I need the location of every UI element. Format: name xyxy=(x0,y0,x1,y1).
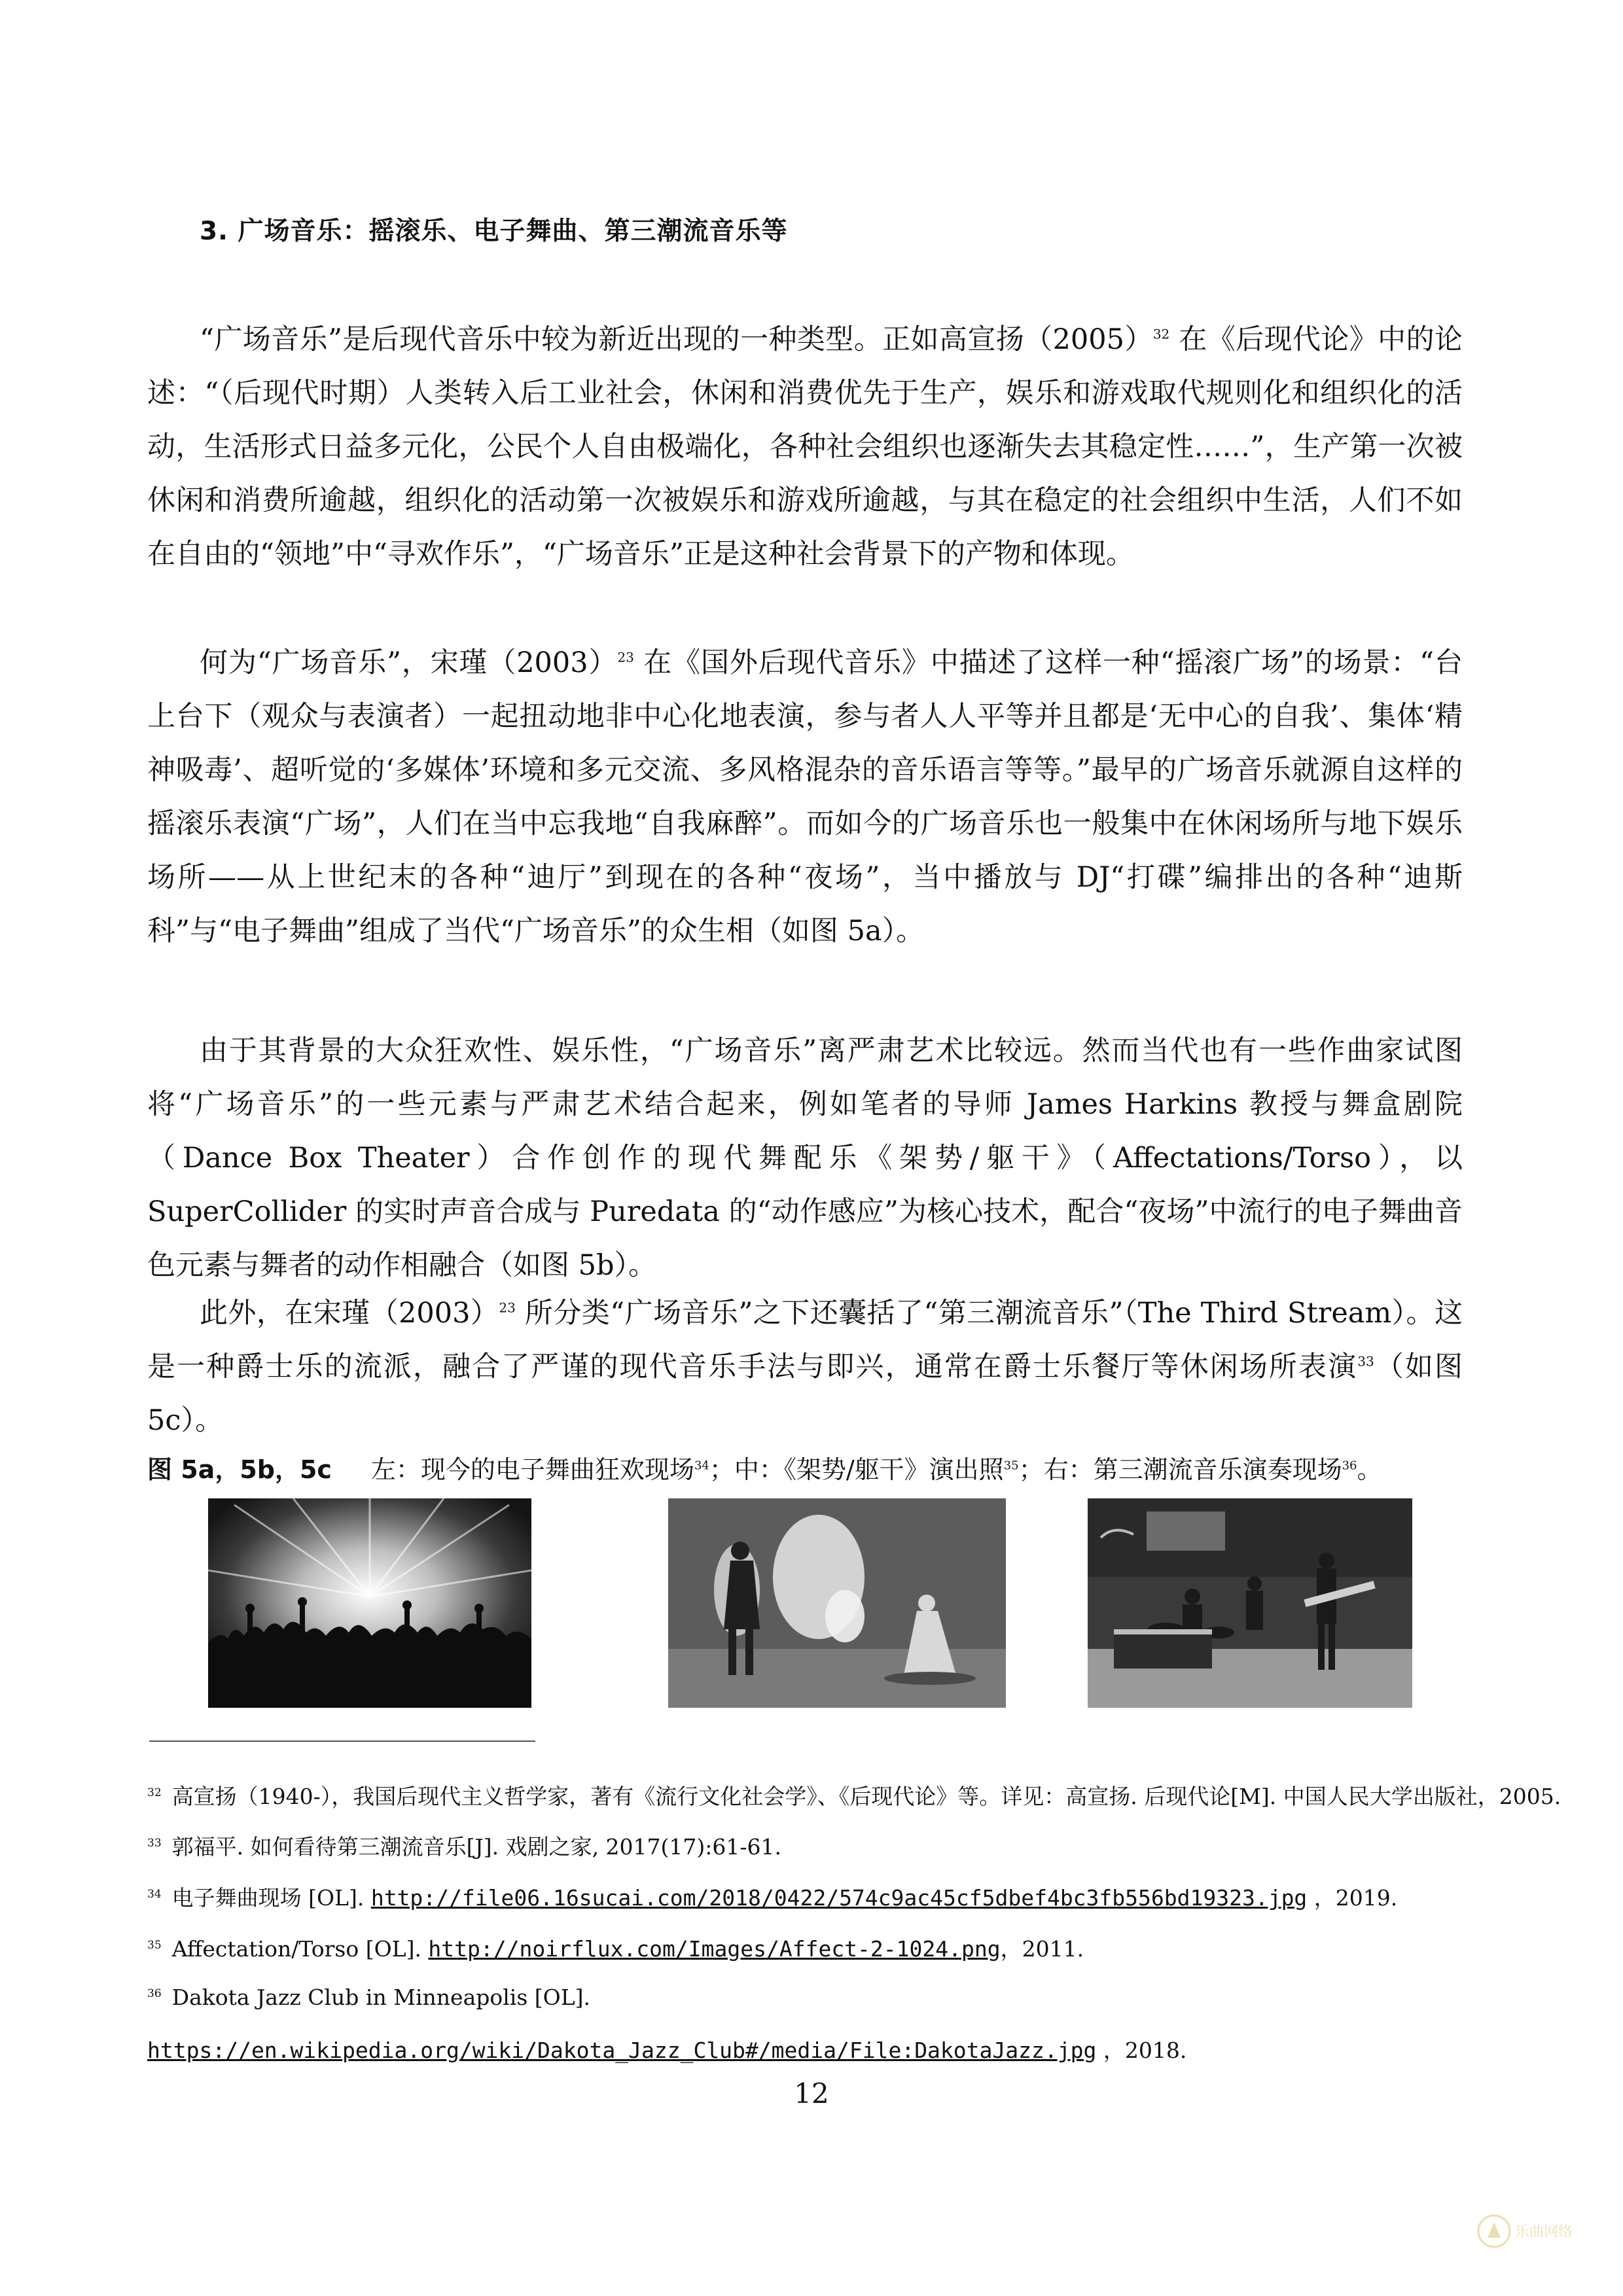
paragraph-4-text-a: 此外，在宋瑾（2003） xyxy=(200,1297,499,1330)
footnote-number: 32 xyxy=(147,1786,162,1799)
paragraph-3: 由于其背景的大众狂欢性、娱乐性，“广场音乐”离严肃艺术比较远。然而当代也有一些作曲家试图将“广场音乐”的一些元素与严肃艺术结合起来，例如笔者的导师 James Harkins 教授与舞盒剧院（Dance Box Theater）合作创作的现代舞配乐《架势/躯干》（Affectations/Torso），以 SuperCollider 的实时声音合成与 Puredata 的“动作感应”为核心技术，配合“夜场”中流行的电子舞曲音色元素与舞者的动作相融合（如图 5b）。 xyxy=(147,1034,1463,1282)
footnote-link[interactable]: https://en.wikipedia.org/wiki/Dakota_Jazz_Club#/media/File:DakotaJazz.jpg xyxy=(147,2038,1097,2063)
caption-part-d: 。 xyxy=(1357,1455,1382,1484)
footnote-tail: ，2019. xyxy=(1307,1885,1398,1911)
footnote-34 xyxy=(147,1881,1489,1912)
footnote-ref-34[interactable]: 34 xyxy=(694,1458,709,1473)
paragraph-4-text-c: （如图 5c）。 xyxy=(147,1351,1463,1437)
figure-caption xyxy=(147,1449,1469,1485)
paragraph-1-text-a: “广场音乐”是后现代音乐中较为新近出现的一种类型。正如高宣扬（2005） xyxy=(200,323,1153,356)
footnote-number: 33 xyxy=(147,1837,162,1850)
caption-part-c: ；右：第三潮流音乐演奏现场 xyxy=(1018,1455,1342,1484)
footnote-32 xyxy=(147,1780,1561,1810)
footnote-text: 高宣扬（1940-），我国后现代主义哲学家，著有《流行文化社会学》、《后现代论》等。详见：高宣扬. 后现代论[M]. 中国人民大学出版社，2005. xyxy=(171,1784,1561,1809)
footnote-text: Dakota Jazz Club in Minneapolis [OL]. xyxy=(171,1985,590,2010)
paragraph-1 xyxy=(147,313,1463,581)
caption-part-a: 左：现今的电子舞曲狂欢现场 xyxy=(370,1455,694,1484)
figure-5c-jazz-club-photo xyxy=(1088,1498,1412,1708)
figure-5a-edm-crowd-photo xyxy=(208,1498,531,1708)
paragraph-2-text-a: 何为“广场音乐”，宋瑾（2003） xyxy=(200,646,618,679)
footnote-ref-36[interactable]: 36 xyxy=(1342,1458,1357,1473)
footnote-text: 电子舞曲现场 [OL]. xyxy=(171,1885,371,1911)
footnote-text: Affectation/Torso [OL]. xyxy=(171,1936,429,1962)
footnote-36-link-line xyxy=(147,2034,1489,2064)
section-heading: 3. 广场音乐：摇滚乐、电子舞曲、第三潮流音乐等 xyxy=(200,217,788,246)
footnote-link[interactable]: http://file06.16sucai.com/2018/0422/574c9ac45cf5dbef4bc3fb556bd19323.jpg xyxy=(370,1885,1308,1911)
watermark-logo xyxy=(1476,2212,1597,2251)
footnote-ref-33[interactable]: 33 xyxy=(1357,1353,1374,1369)
paragraph-1-text-b: 在《后现代论》中的论述：“（后现代时期）人类转入后工业社会，休闲和消费优先于生产，娱乐和游戏取代规则化和组织化的活动，生活形式日益多元化，公民个人自由极端化，各种社会组织也逐渐失去其稳定性……”，生产第一次被休闲和消费所逾越，组织化的活动第一次被娱乐和游戏所逾越，与其在稳定的社会组织中生活，人们不如在自由的“领地”中“寻欢作乐”，“广场音乐”正是这种社会背景下的产物和体现。 xyxy=(147,323,1463,571)
paragraph-2 xyxy=(147,636,1463,958)
page-number: 12 xyxy=(794,2077,829,2110)
footnote-number: 35 xyxy=(147,1939,162,1952)
figure-5b-dance-performance-photo xyxy=(668,1498,1006,1708)
footnote-tail: ，2011. xyxy=(1000,1936,1084,1962)
footnote-number: 34 xyxy=(147,1888,162,1901)
footnote-ref-35[interactable]: 35 xyxy=(1003,1458,1019,1473)
footnote-tail: ，2018. xyxy=(1096,2038,1187,2063)
footnote-ref-23b[interactable]: 23 xyxy=(499,1299,516,1316)
watermark-text: 乐曲网络 xyxy=(1515,2224,1573,2240)
footnote-ref-32[interactable]: 32 xyxy=(1152,326,1170,342)
caption-part-b: ；中：《架势/躯干》演出照 xyxy=(709,1455,1004,1484)
footnote-link[interactable]: http://noirflux.com/Images/Affect-2-1024.png xyxy=(428,1936,1001,1962)
figure-label: 图 5a，5b，5c xyxy=(147,1455,332,1484)
footnote-33 xyxy=(147,1830,1489,1861)
paragraph-2-text-b: 在《国外后现代音乐》中描述了这样一种“摇滚广场”的场景：“台上台下（观众与表演者）一起扭动地非中心化地表演，参与者人人平等并且都是‘无中心的自我’、集体‘精神吸毒’、超听觉的‘多媒体’环境和多元交流、多风格混杂的音乐语言等等。”最早的广场音乐就源自这样的摇滚乐表演“广场”，人们在当中忘我地“自我麻醉”。而如今的广场音乐也一般集中在休闲场所与地下娱乐场所——从上世纪末的各种“迪厅”到现在的各种“夜场”，当中播放与 DJ“打碟”编排出的各种“迪斯科”与“电子舞曲”组成了当代“广场音乐”的众生相（如图 5a）。 xyxy=(147,646,1463,947)
footnote-separator xyxy=(149,1740,535,1742)
paragraph-4-text-b: 所分类“广场音乐”之下还囊括了“第三潮流音乐”（The Third Stream）。这是一种爵士乐的流派，融合了严谨的现代音乐手法与即兴，通常在爵士乐餐厅等休闲场所表演 xyxy=(147,1297,1463,1383)
footnote-36 xyxy=(147,1985,1489,2010)
paragraph-4 xyxy=(147,1286,1463,1447)
footnote-ref-23[interactable]: 23 xyxy=(617,649,634,665)
footnote-number: 36 xyxy=(147,1987,162,2000)
footnote-text: 郭福平. 如何看待第三潮流音乐[J]. 戏剧之家, 2017(17):61-61. xyxy=(171,1834,782,1860)
footnote-35 xyxy=(147,1932,1489,1963)
